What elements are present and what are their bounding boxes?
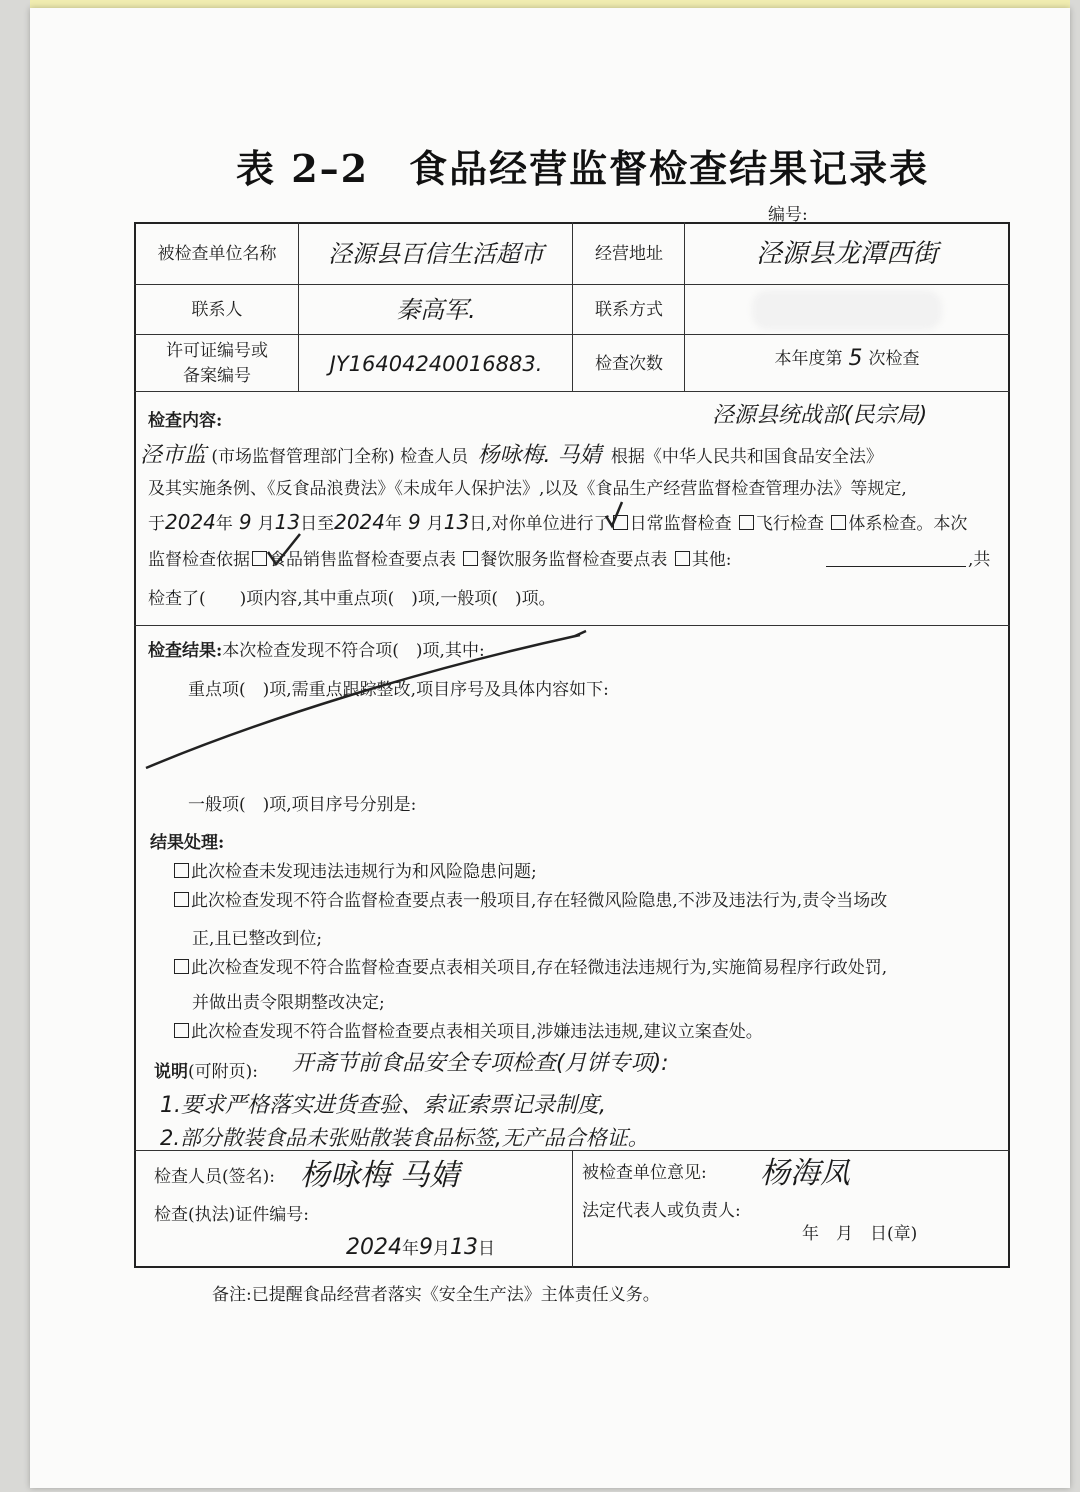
- date-from-day: 13: [274, 510, 301, 534]
- notes-handwritten-3: 2.部分散装食品未张贴散装食品标签,无产品合格证。: [160, 1126, 649, 1150]
- law-basis: 根据《中华人民共和国食品安全法》: [610, 447, 883, 467]
- notes-handwritten-2: 1.要求严格落实进货查验、索证索票记录制度,: [160, 1093, 606, 1118]
- checkbox-system[interactable]: [831, 515, 846, 530]
- inspectors-handwritten: 杨咏梅. 马婧: [477, 443, 602, 468]
- serial-number-label: 编号:: [768, 205, 808, 225]
- handling-option-2-text: 此次检查发现不符合监督检查要点表一般项目,存在轻微风险隐患,不涉及违法行为,责令当场改: [191, 891, 888, 911]
- count-value: 5: [848, 345, 863, 371]
- handwritten-agency: 泾市监: [140, 443, 207, 468]
- sign-date-month: 9: [419, 1235, 433, 1260]
- date-suffix: 日,对你单位进行了: [469, 514, 611, 534]
- sign-date-year: 2024: [346, 1235, 402, 1260]
- date-to-year: 2024: [334, 510, 385, 534]
- cert-number-label: 检查(执法)证件编号:: [154, 1205, 309, 1225]
- checkbox-other[interactable]: [675, 551, 690, 566]
- agency-note: (市场监督管理部门全称) 检查人员: [211, 447, 469, 467]
- table-rule: [684, 222, 685, 391]
- sign-date: [346, 1234, 495, 1260]
- basis-label: 监督检查依据: [148, 550, 250, 570]
- handling-option-1-text: 此次检查未发现违法违规行为和风险隐患问题;: [191, 862, 537, 882]
- license-label-line2: 备案编号: [183, 365, 251, 386]
- handling-heading: 结果处理:: [150, 833, 225, 853]
- count-label: 检查次数: [595, 353, 663, 374]
- phone-label: 联系方式: [595, 300, 663, 320]
- count-prefix: 本年度第: [774, 348, 843, 369]
- unit-name-value: 泾源县百信生活超市: [328, 240, 544, 268]
- checkbox-sales-checked[interactable]: [252, 551, 267, 566]
- content-line-4: [148, 545, 732, 570]
- representative-date: 年 月 日(章): [802, 1224, 918, 1244]
- key-items-line: 重点项( )项,需重点跟踪整改,项目序号及具体内容如下:: [188, 680, 609, 700]
- representative-label: 法定代表人或负责人:: [582, 1201, 741, 1221]
- content-line-1: [140, 438, 883, 469]
- unit-name-label: 被检查单位名称: [157, 244, 277, 264]
- document-title: 表 2–2 食品经营监督检查结果记录表: [236, 146, 930, 191]
- contact-label: 联系人: [191, 300, 243, 320]
- date-from-month: 9: [238, 510, 252, 534]
- option-catering: 餐饮服务监督检查要点表: [480, 550, 668, 570]
- date-from-year: 2024: [165, 510, 216, 534]
- content-line-5: 检查了( )项内容,其中重点项( )项,一般项( )项。: [148, 589, 556, 609]
- checkbox-handling-3[interactable]: [174, 959, 189, 974]
- license-label-line1: 许可证编号或: [166, 340, 268, 361]
- option-other: 其他:: [691, 550, 732, 570]
- handling-option-4: [172, 1017, 763, 1042]
- handling-option-3-cont: 并做出责令限期整改决定;: [192, 993, 385, 1013]
- opinion-label: 被检查单位意见:: [582, 1163, 707, 1183]
- results-count: 本次检查发现不符合项( )项,其中:: [222, 641, 485, 661]
- table-rule: [134, 391, 1010, 392]
- address-label: 经营地址: [595, 244, 663, 264]
- inspector-sign-label: 检查人员(签名):: [154, 1167, 275, 1187]
- results-heading: 检查结果:: [148, 641, 223, 661]
- sign-date-year-unit: 年: [402, 1239, 419, 1259]
- option-sales: 食品销售监督检查要点表: [269, 550, 456, 570]
- notes-handwritten-1: 开斋节前食品安全专项检查(月饼专项):: [292, 1051, 669, 1076]
- checkbox-handling-4[interactable]: [174, 1023, 189, 1038]
- handling-option-2-cont: 正,且已整改到位;: [192, 929, 323, 949]
- content-line-4-end: ,共: [968, 550, 991, 570]
- date-range-word: 日至: [300, 514, 335, 534]
- date-to-month: 9: [408, 510, 421, 534]
- other-blank-line: [826, 566, 966, 567]
- date-month-unit: 月: [426, 514, 444, 534]
- redacted-phone: [752, 290, 942, 330]
- sign-date-day-unit: 日: [478, 1239, 495, 1259]
- count-value-line: [686, 336, 1008, 381]
- handling-option-3-text: 此次检查发现不符合监督检查要点表相关项目,存在轻微违法违规行为,实施简易程序行政处罚,: [191, 958, 888, 978]
- handwritten-department: 泾源县统战部(民宗局): [712, 403, 928, 428]
- content-line-3: [148, 509, 967, 534]
- checkbox-handling-1[interactable]: [174, 863, 189, 878]
- footer-note: 备注:已提醒食品经营者落实《安全生产法》主体责任义务。: [212, 1285, 660, 1305]
- option-flight: 飞行检查: [756, 514, 824, 534]
- license-value: JY16404240016883.: [329, 351, 543, 376]
- checkbox-handling-2[interactable]: [174, 892, 189, 907]
- handling-option-2: [172, 886, 887, 911]
- notes-label-line: [154, 1057, 258, 1082]
- section-rule: [134, 625, 1010, 626]
- table-rule: [298, 222, 299, 391]
- inspector-signature: 杨咏梅 马婧: [300, 1158, 460, 1193]
- handling-option-3: [172, 953, 887, 978]
- handling-option-1: [172, 857, 537, 882]
- contact-value: 秦高军.: [396, 296, 476, 324]
- content-line-2: 及其实施条例、《反食品浪费法》《未成年人保护法》,以及《食品生产经营监督检查管理办法》等规定,: [148, 479, 907, 499]
- sign-date-month-unit: 月: [433, 1239, 450, 1259]
- content-heading: 检查内容:: [148, 411, 223, 431]
- date-year-unit: 年: [385, 514, 402, 534]
- checkbox-flight[interactable]: [739, 515, 754, 530]
- option-system: 体系检查。本次: [848, 514, 968, 534]
- opinion-signature: 杨海凤: [760, 1156, 850, 1191]
- option-routine: 日常监督检查: [629, 514, 732, 534]
- license-label: [136, 336, 298, 391]
- count-suffix: 次检查: [868, 348, 920, 369]
- date-month-unit: 月: [257, 514, 275, 534]
- date-to-day: 13: [443, 510, 470, 534]
- results-line: [148, 636, 485, 661]
- table-rule: [572, 222, 573, 391]
- notes-label: 说明: [154, 1062, 188, 1082]
- general-items-line: 一般项( )项,项目序号分别是:: [188, 795, 417, 815]
- section-rule: [572, 1150, 573, 1268]
- sign-date-day: 13: [450, 1235, 478, 1260]
- checkbox-catering[interactable]: [463, 551, 478, 566]
- notes-label-sub: (可附页):: [188, 1062, 258, 1082]
- address-value: 泾源县龙潭西街: [755, 239, 938, 269]
- date-year-unit: 年: [215, 514, 233, 534]
- checkbox-routine-checked[interactable]: [613, 515, 628, 530]
- handling-option-4-text: 此次检查发现不符合监督检查要点表相关项目,涉嫌违法违规,建议立案查处。: [191, 1022, 763, 1042]
- date-prefix: 于: [148, 514, 165, 534]
